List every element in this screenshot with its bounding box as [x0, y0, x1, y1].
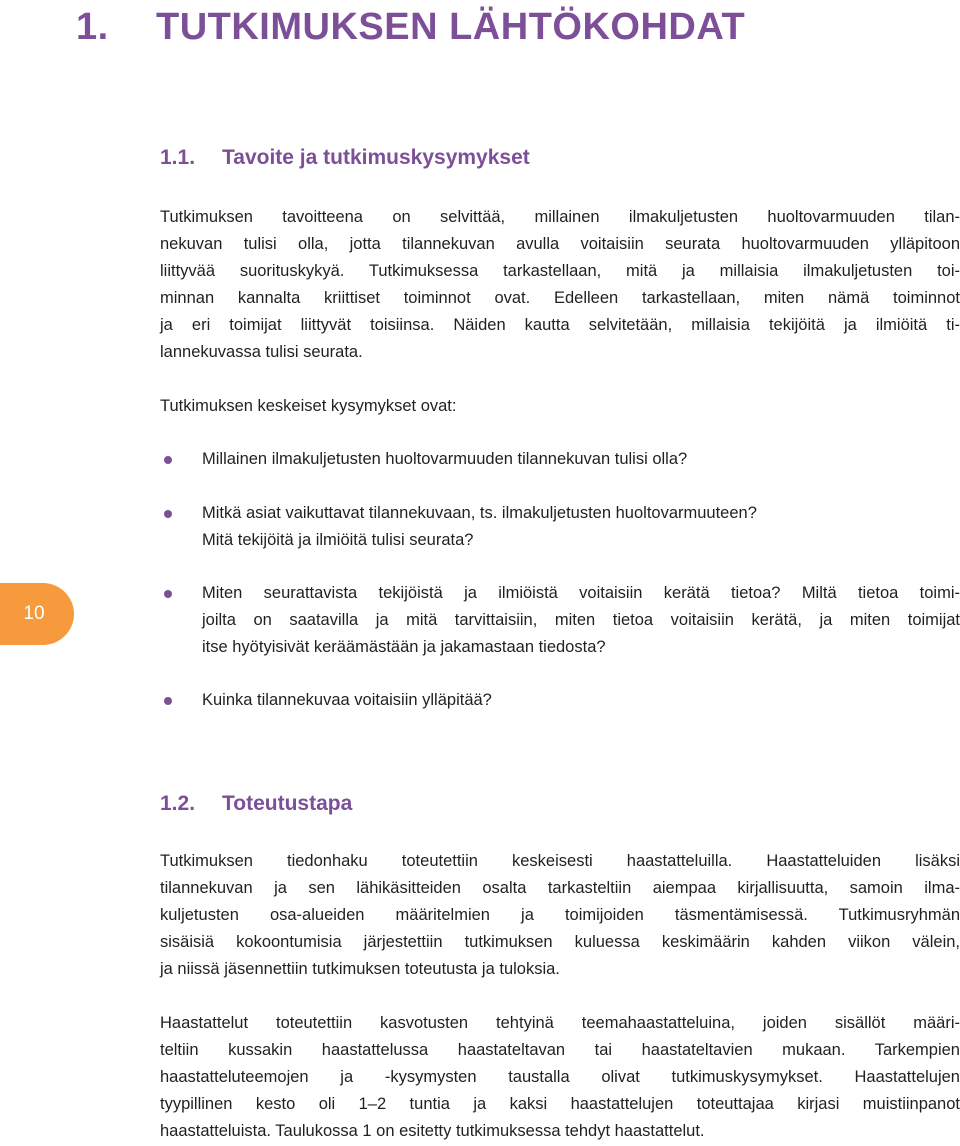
paragraph-line: Tutkimuksen tiedonhaku toteutettiin keskeisesti haastatteluilla. Haastatteluiden lisäksi	[160, 852, 960, 870]
list-item-line: Mitä tekijöitä ja ilmiöitä tulisi seurata?	[202, 531, 474, 549]
section-heading-1-1	[160, 146, 530, 170]
section-heading-1-2	[160, 792, 352, 816]
list-item-text	[202, 687, 960, 714]
list-item-line: Millainen ilmakuljetusten huoltovarmuuden tilannekuvan tulisi olla?	[202, 450, 688, 468]
section-number: 1.2.	[160, 792, 196, 815]
paragraph-line: haastatteluteemojen ja -kysymysten taustalla olivat tutkimuskysymykset. Haastattelujen	[160, 1068, 960, 1086]
bullet-icon	[164, 697, 172, 705]
page-number: 10	[23, 603, 45, 624]
questions-intro-text: Tutkimuksen keskeiset kysymykset ovat:	[160, 397, 457, 415]
paragraph-line: Tutkimuksen tavoitteena on selvittää, millainen ilmakuljetusten huoltovarmuuden tilan-	[160, 208, 960, 226]
list-item-line: itse hyötyisivät keräämästään ja jakamastaan tiedosta?	[202, 638, 606, 656]
paragraph-line: kuljetusten osa-alueiden määritelmien ja toimijoiden täsmentämisessä. Tutkimusryhmän	[160, 906, 960, 924]
bullet-icon	[164, 456, 172, 464]
list-item-text	[202, 580, 960, 661]
chapter-number: 1.	[76, 6, 109, 48]
section-title: Tavoite ja tutkimuskysymykset	[222, 146, 530, 169]
paragraph-line: Haastattelut toteutettiin kasvotusten tehtyinä teemahaastatteluina, joiden sisällöt määri-	[160, 1014, 960, 1032]
page-number-tab	[0, 583, 74, 645]
section2-paragraph-1	[160, 848, 960, 983]
section2-paragraph-2	[160, 1010, 960, 1145]
paragraph-line: haastatteluista. Taulukossa 1 on esitetty tutkimuksessa tehdyt haastattelut.	[160, 1122, 705, 1140]
paragraph-line: ja niissä jäsennettiin tutkimuksen toteutusta ja tuloksia.	[160, 960, 560, 978]
paragraph-line: tyypillinen kesto oli 1–2 tuntia ja kaksi haastattelujen toteuttajaa kirjasi muistiinpanot	[160, 1095, 960, 1113]
chapter-title-text: TUTKIMUKSEN LÄHTÖKOHDAT	[156, 6, 746, 48]
list-item-text	[202, 500, 960, 554]
list-item-line: joilta on saatavilla ja mitä tarvittaisiin, miten tietoa voitaisiin kerätä, ja miten toimijat	[202, 611, 960, 629]
paragraph-line: teltiin kussakin haastattelussa haastateltavan tai haastateltavien mukaan. Tarkempien	[160, 1041, 960, 1059]
list-item-line: Kuinka tilannekuvaa voitaisiin ylläpitää?	[202, 691, 492, 709]
paragraph-line: liittyvää suorituskykyä. Tutkimuksessa tarkastellaan, mitä ja millaisia ilmakuljetusten toi-	[160, 262, 960, 280]
paragraph-line: lannekuvassa tulisi seurata.	[160, 343, 363, 361]
list-item-line: Miten seurattavista tekijöistä ja ilmiöistä voitaisiin kerätä tietoa? Miltä tietoa toimi-	[202, 584, 960, 602]
section1-paragraph	[160, 204, 960, 366]
bullet-icon	[164, 510, 172, 518]
section-number: 1.1.	[160, 146, 196, 169]
section-title: Toteutustapa	[222, 792, 353, 815]
paragraph-line: ja eri toimijat liittyvät toisiinsa. Näiden kautta selvitetään, millaisia tekijöitä ja ilmiöitä ti-	[160, 316, 960, 334]
paragraph-line: minnan kannalta kriittiset toiminnot ovat. Edelleen tarkastellaan, miten nämä toiminnot	[160, 289, 960, 307]
bullet-icon	[164, 590, 172, 598]
list-item-text	[202, 446, 960, 473]
list-item-line: Mitkä asiat vaikuttavat tilannekuvaan, ts. ilmakuljetusten huoltovarmuuteen?	[202, 504, 757, 522]
chapter-title	[76, 6, 745, 49]
questions-intro	[160, 393, 960, 420]
paragraph-line: tilannekuvan ja sen lähikäsitteiden osalta tarkasteltiin aiempaa kirjallisuutta, samoin ilma-	[160, 879, 960, 897]
paragraph-line: sisäisiä kokoontumisia järjestettiin tutkimuksen kuluessa keskimäärin kahden viikon välein,	[160, 933, 960, 951]
paragraph-line: nekuvan tulisi olla, jotta tilannekuvan avulla voitaisiin seurata huoltovarmuuden ylläpitoon	[160, 235, 960, 253]
